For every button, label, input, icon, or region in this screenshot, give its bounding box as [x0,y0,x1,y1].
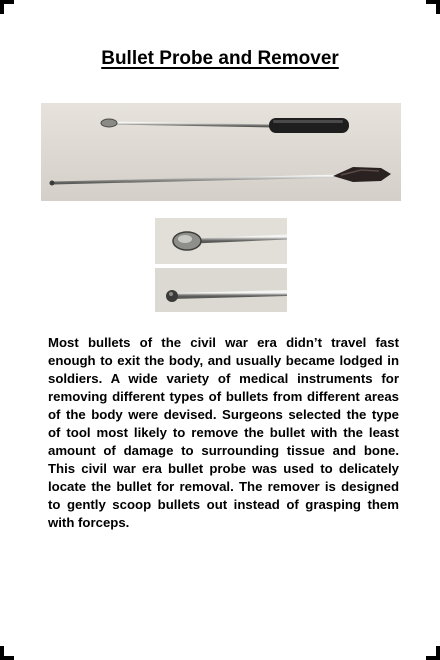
remover-tip-closeup [155,218,287,264]
page-title: Bullet Probe and Remover [101,48,339,69]
crop-mark-top-left [0,0,14,14]
description-text: Most bullets of the civil war era didn’t travel fast enough to exit the body, and usually became lodged in soldiers. A wide variety of medical instruments for removing different types of bullets from different areas of the body were devised. Surgeons selected the type of tool most likely to remove the bullet with the least amount of damage to surrounding tissue and bone. This civil war era bullet probe was used to delicately locate the bullet for removal. The remover is designed to gently scoop bullets out instead of grasping them with forceps. [48,335,399,530]
probe-tip-closeup [155,268,287,312]
instruments-photo [41,103,401,201]
crop-mark-top-right [426,0,440,14]
crop-mark-bottom-right [426,646,440,660]
crop-mark-bottom-left [0,646,14,660]
